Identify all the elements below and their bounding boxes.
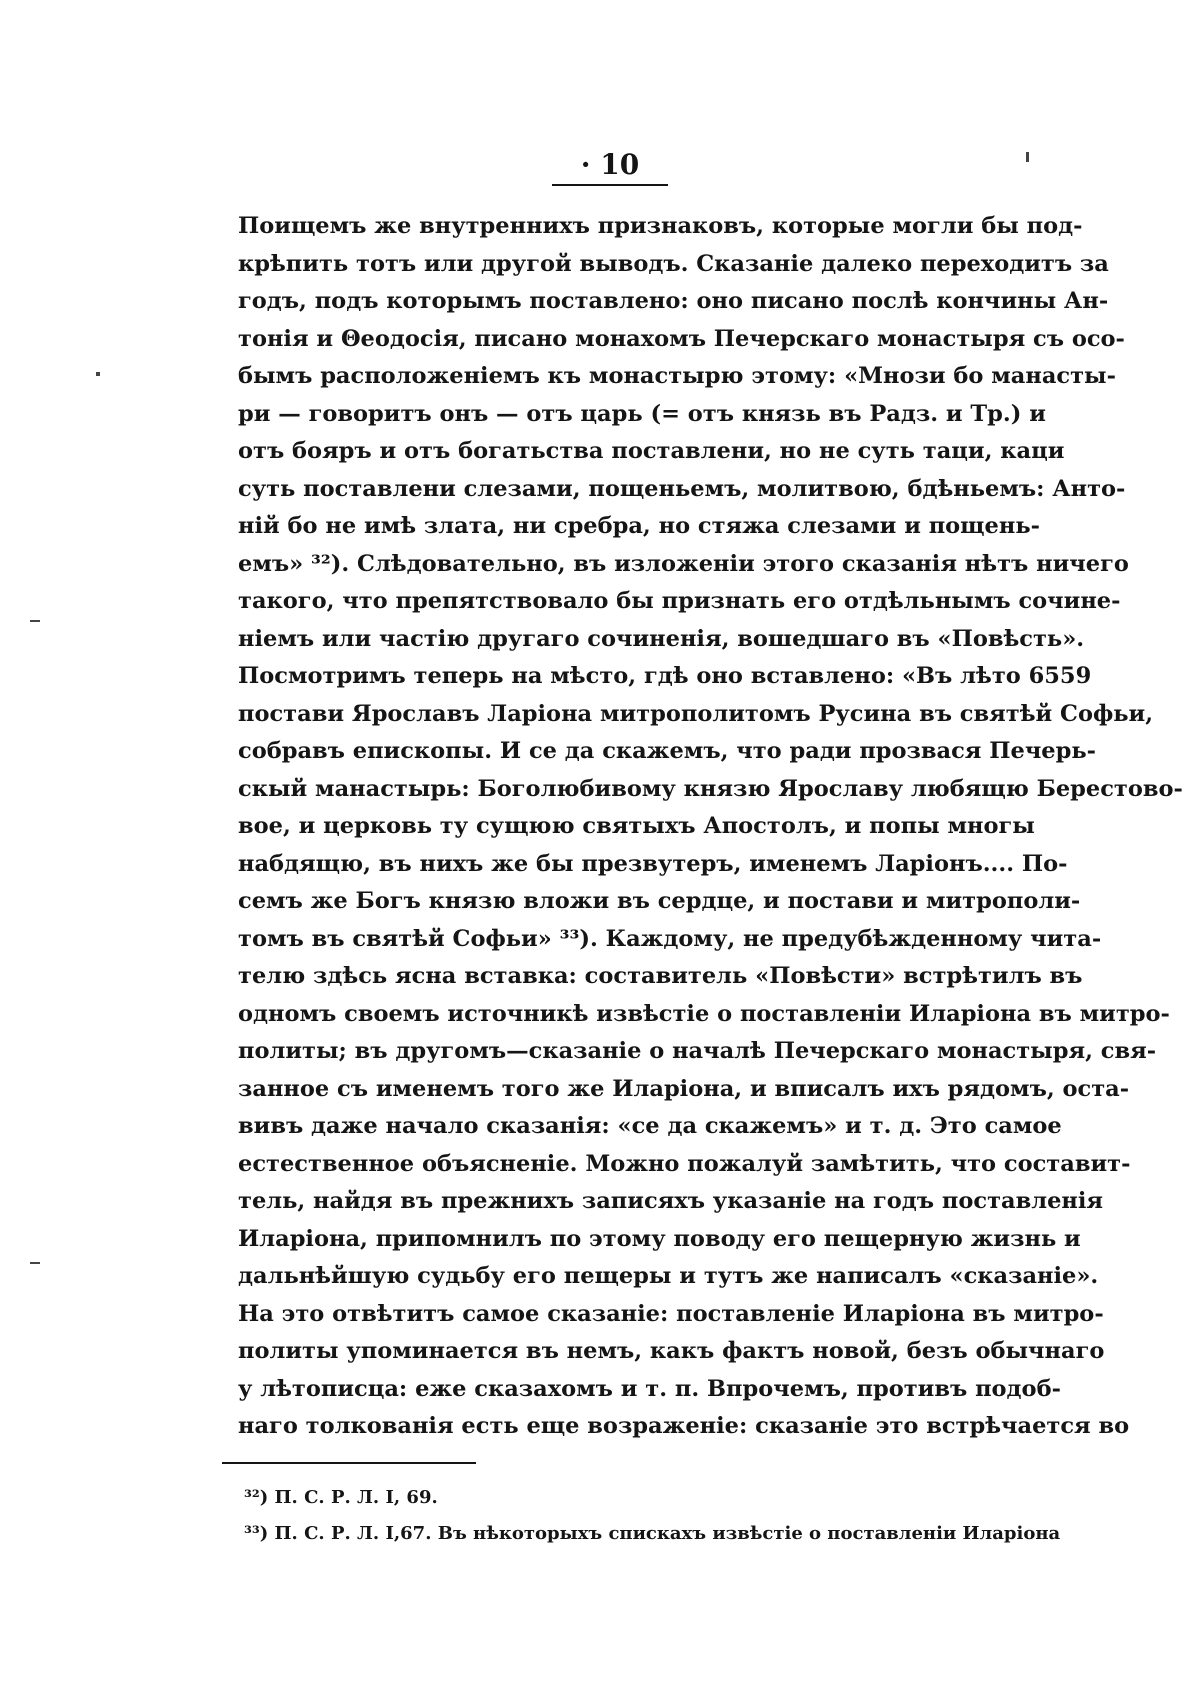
text-line: политы; въ другомъ—сказаніе о началѣ Печерскаго монастыря, свя- bbox=[238, 1038, 1157, 1064]
text-line: одномъ своемъ источникѣ извѣстіе о поставленіи Иларіона въ митро- bbox=[238, 1000, 1170, 1027]
text-line: скый манастырь: Боголюбивому князю Ярославу любящю Берестово- bbox=[238, 775, 1183, 802]
text-line: постави Ярославъ Ларіона митрополитомъ Русина въ святѣй Софьи, bbox=[238, 700, 1154, 727]
footnote-rule bbox=[222, 1462, 476, 1464]
text-line: бымъ расположеніемъ къ монастырю этому: «Мнози бо манасты- bbox=[238, 363, 1116, 389]
text-line: На это отвѣтитъ самое сказаніе: поставленіе Иларіона въ митро- bbox=[238, 1300, 1104, 1327]
text-line: наго толкованія есть еще возраженіе: сказаніе это встрѣчается во bbox=[238, 1413, 1130, 1439]
text-line: крѣпить тотъ или другой выводъ. Сказаніе далеко переходитъ за bbox=[238, 250, 1109, 277]
page-number: · 10 bbox=[580, 148, 640, 181]
text-line: тель, найдя въ прежнихъ записяхъ указаніе на годъ поставленія bbox=[238, 1188, 1104, 1214]
text-line: семъ же Богъ князю вложи въ сердце, и постави и митрополи- bbox=[238, 888, 1081, 914]
footnote: ³³) П. С. Р. Л. I,67. Въ нѣкоторыхъ спискахъ извѣстіе о поставленіи Иларіона bbox=[244, 1523, 1061, 1544]
header-rule bbox=[552, 184, 668, 186]
scan-speck bbox=[30, 620, 40, 622]
text-line: годъ, подъ которымъ поставлено: оно писано послѣ кончины Ан- bbox=[238, 288, 1109, 314]
scan-speck bbox=[96, 372, 100, 376]
text-line: политы упоминается въ немъ, какъ фактъ новой, безъ обычнаго bbox=[238, 1338, 1105, 1364]
text-line: Иларіона, припомнилъ по этому поводу его пещерную жизнь и bbox=[238, 1225, 1081, 1252]
text-line: такого, что препятствовало бы признать его отдѣльнымъ сочине- bbox=[238, 588, 1121, 614]
text-line: Поищемъ же внутреннихъ признаковъ, которые могли бы под- bbox=[238, 213, 1083, 239]
scan-speck bbox=[1026, 152, 1029, 162]
scan-speck bbox=[30, 1262, 40, 1264]
text-line: у лѣтописца: еже сказахомъ и т. п. Впрочемъ, противъ подоб- bbox=[238, 1375, 1061, 1402]
text-line: емъ» ³²). Слѣдовательно, въ изложеніи этого сказанія нѣтъ ничего bbox=[238, 550, 1129, 577]
text-line: суть поставлени слезами, пощеньемъ, молитвою, бдѣньемъ: Анто- bbox=[238, 475, 1126, 502]
footnotes bbox=[244, 1480, 1061, 1552]
body-text bbox=[238, 208, 1183, 1446]
text-line: ній бо не имѣ злата, ни сребра, но стяжа слезами и пощень- bbox=[238, 513, 1040, 539]
text-line: телю здѣсь ясна вставка: составитель «Повѣсти» встрѣтилъ въ bbox=[238, 963, 1083, 989]
text-line: ри — говоритъ онъ — отъ царь (= отъ князь въ Радз. и Тр.) и bbox=[238, 400, 1046, 427]
text-line: тонія и Θеодосія, писано монахомъ Печерскаго монастыря съ осо- bbox=[238, 325, 1125, 352]
text-line: вивъ даже начало сказанія: «се да скажемъ» и т. д. Это самое bbox=[238, 1113, 1062, 1139]
footnote: ³²) П. С. Р. Л. I, 69. bbox=[244, 1487, 438, 1508]
text-line: дальнѣйшую судьбу его пещеры и тутъ же написалъ «сказаніе». bbox=[238, 1263, 1099, 1289]
text-line: занное съ именемъ того же Иларіона, и вписалъ ихъ рядомъ, оста- bbox=[238, 1075, 1130, 1102]
text-line: собравъ епископы. И се да скажемъ, что ради прозвася Печерь- bbox=[238, 738, 1096, 764]
text-line: томъ въ святѣй Софьи» ³³). Каждому, не предубѣжденному чита- bbox=[238, 925, 1102, 952]
text-line: отъ бояръ и отъ богатьства поставлени, но не суть таци, каци bbox=[238, 438, 1065, 464]
text-line: набдящю, въ нихъ же бы презвутеръ, именемъ Ларіонъ.... По- bbox=[238, 850, 1068, 877]
text-line: Посмотримъ теперь на мѣсто, гдѣ оно вставлено: «Въ лѣто 6559 bbox=[238, 663, 1092, 689]
text-line: вое, и церковь ту сущюю святыхъ Апостолъ, и попы многы bbox=[238, 813, 1035, 839]
text-line: ніемъ или частію другаго сочиненія, вошедшаго въ «Повѣсть». bbox=[238, 625, 1085, 652]
text-line: естественное объясненіе. Можно пожалуй замѣтить, что составит- bbox=[238, 1150, 1131, 1177]
